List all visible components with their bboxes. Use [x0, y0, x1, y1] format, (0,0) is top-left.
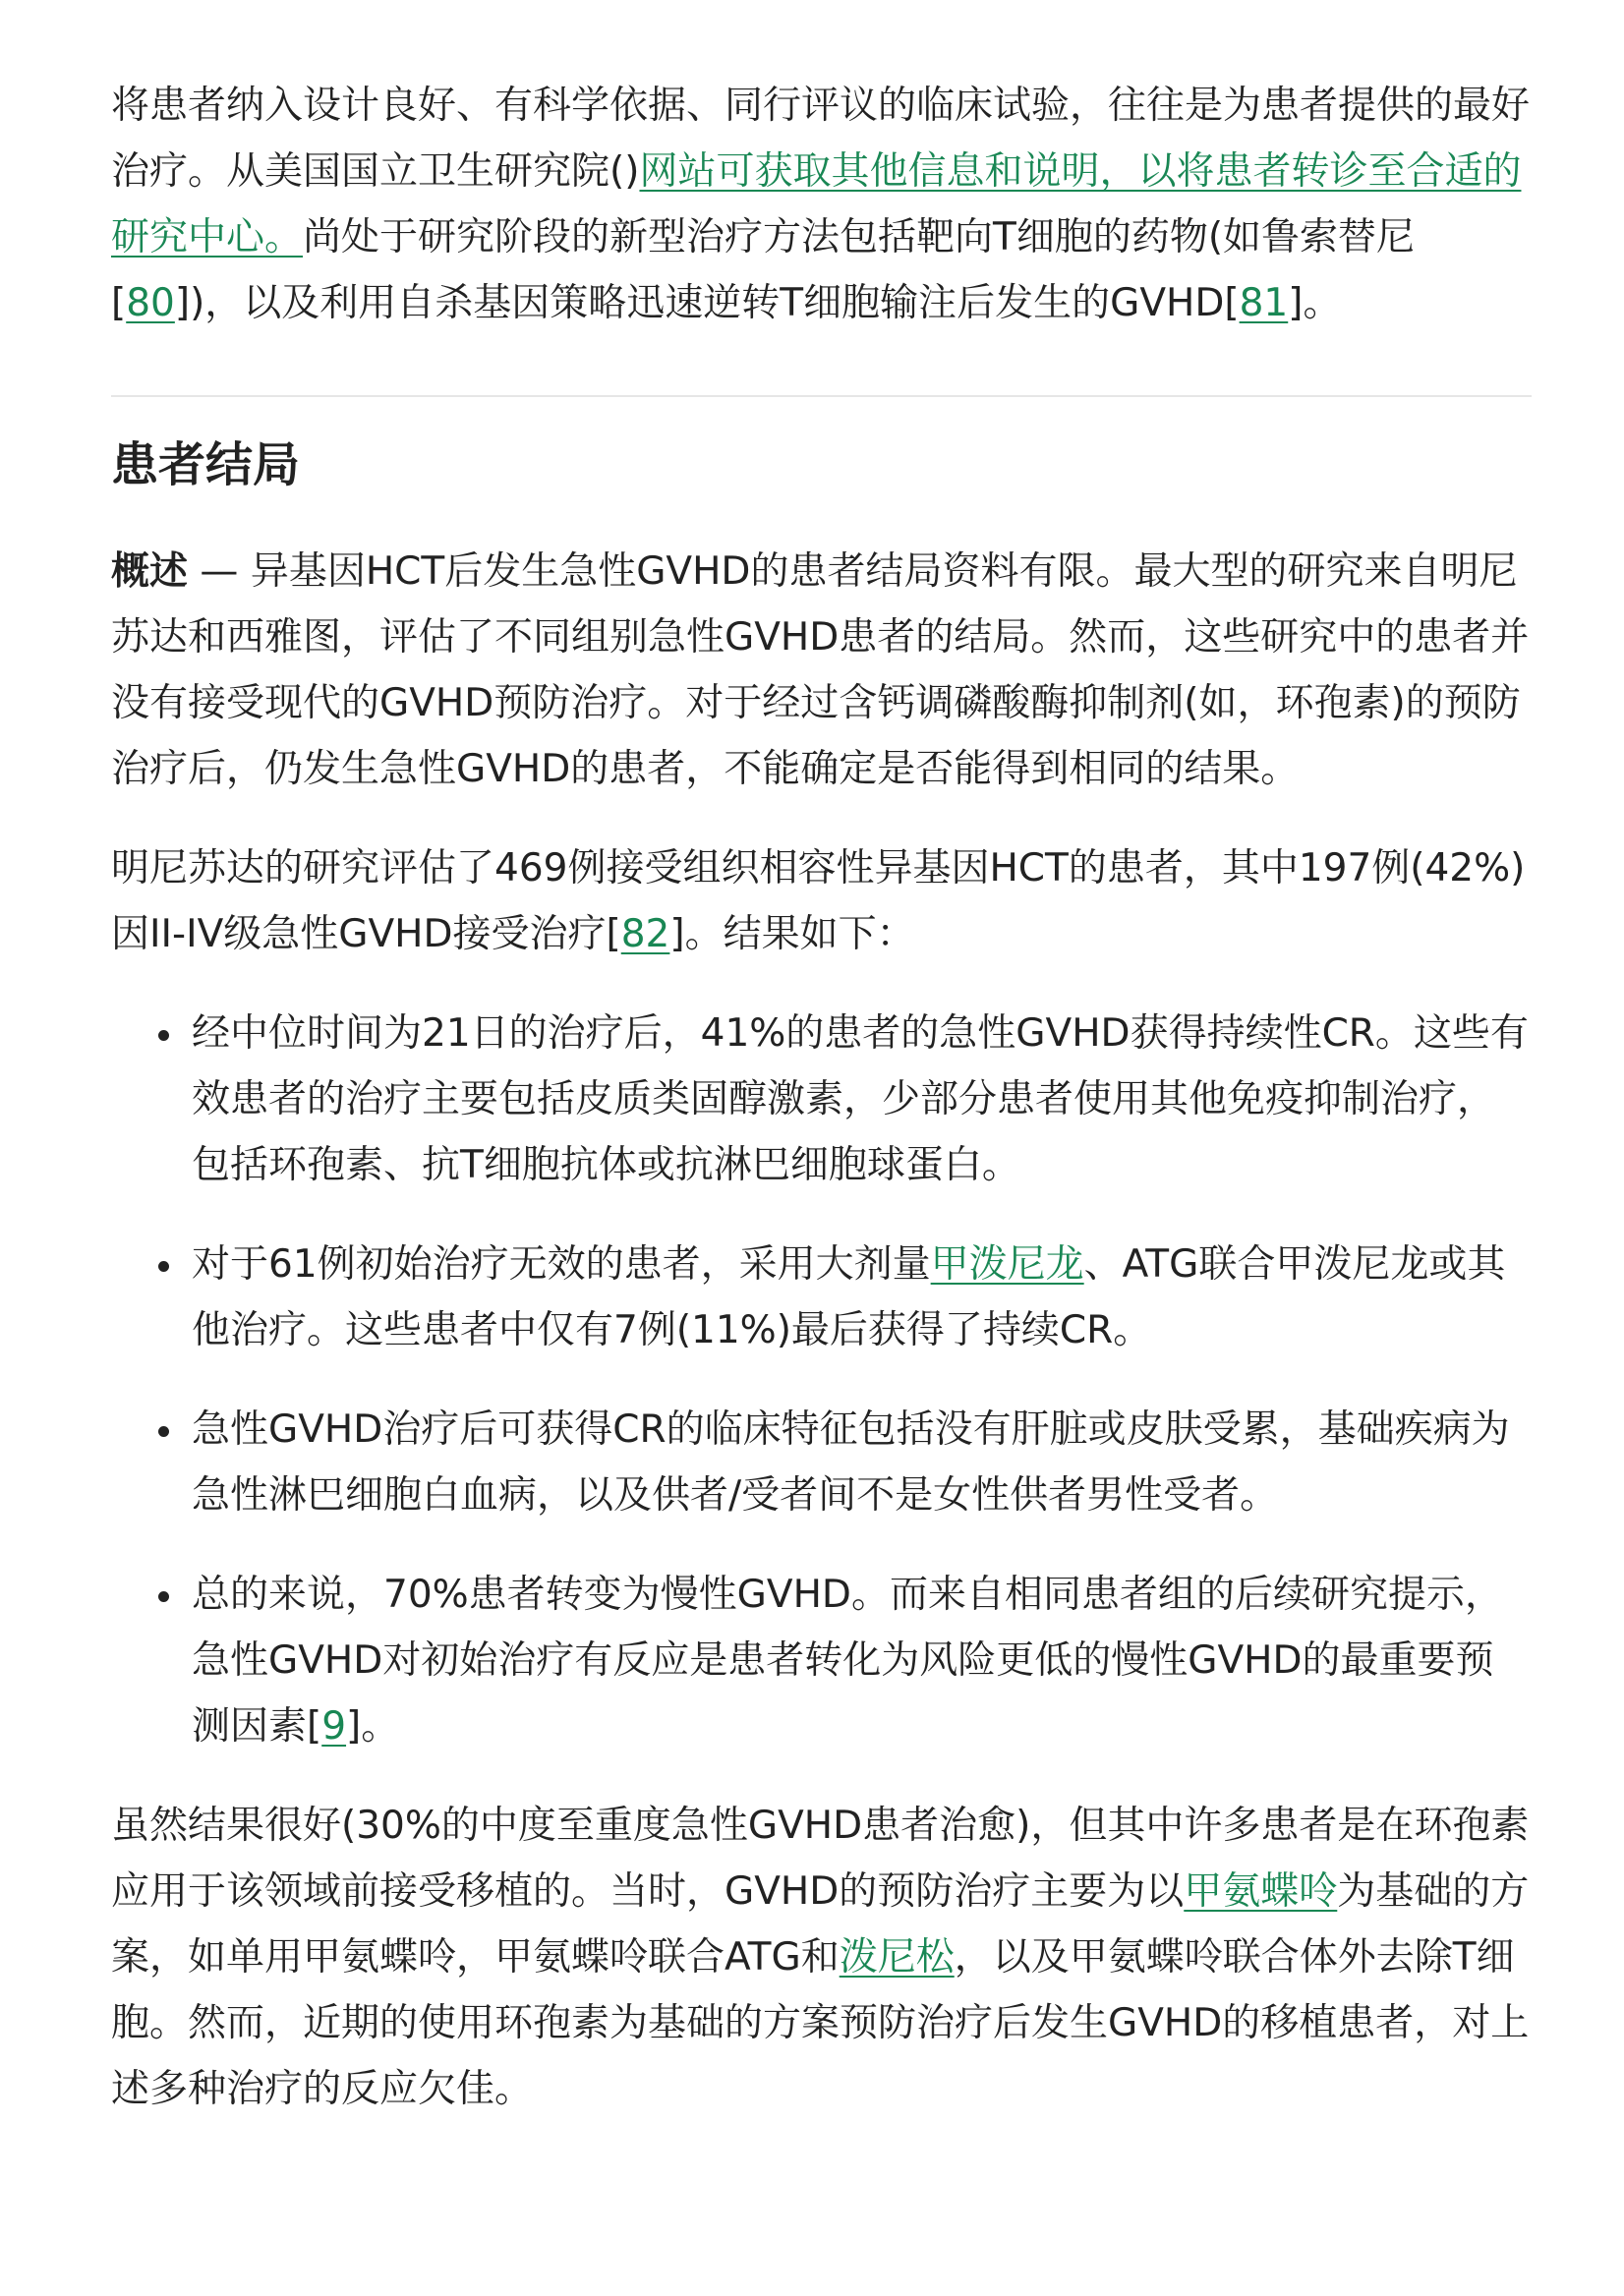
intro-paragraph: [111, 73, 1532, 336]
intro-text-3: 尚处于研究阶段的新型治疗方法包括靶向T细胞的药物(如鲁索替尼[: [111, 215, 1416, 325]
minnesota-paragraph: [111, 835, 1532, 967]
bullet-icon: [158, 1591, 169, 1602]
list-item: [111, 1397, 1532, 1528]
minnesota-text-1: 明尼苏达的研究评估了469例接受组织相容性异基因HCT的患者，其中197例(42%)因II-IV级急性GVHD接受治疗[: [111, 846, 1526, 956]
section-divider: [111, 395, 1532, 397]
final-text-2: 为基础的方案，如单用甲氨蝶呤，甲氨蝶呤联合ATG和: [111, 1869, 1530, 1980]
results-list: [111, 1001, 1532, 1759]
bullet-text: 对于61例初始治疗无效的患者，采用大剂量: [192, 1242, 931, 1287]
bullet-icon: [158, 1426, 169, 1437]
overview-paragraph: [111, 539, 1532, 802]
reference-link-82[interactable]: 82: [620, 912, 670, 956]
list-item: [111, 1232, 1532, 1363]
bullet-icon: [158, 1261, 169, 1272]
overview-label: 概述: [111, 549, 189, 594]
bullet-text-cont: ]。: [346, 1704, 400, 1749]
reference-link-9[interactable]: 9: [321, 1704, 347, 1749]
nih-referral-link[interactable]: 网站可获取其他信息和说明，以将患者转诊至合适的研究中心。: [111, 149, 1522, 259]
final-text-1: 虽然结果很好(30%的中度至重度急性GVHD患者治愈)，但其中许多患者是在环孢素应用于该领域前接受移植的。当时，GVHD的预防治疗主要为以: [111, 1804, 1530, 1914]
reference-link-81[interactable]: 81: [1239, 281, 1289, 325]
list-item: [111, 1001, 1532, 1198]
intro-text-5: ]。: [1288, 281, 1342, 325]
bullet-text-cont: 、ATG联合甲泼尼龙或其他治疗。这些患者中仅有7例(11%)最后获得了持续CR。: [192, 1242, 1506, 1352]
list-item: [111, 1562, 1532, 1759]
intro-text-1: 将患者纳入设计良好、有科学依据、同行评议的临床试验，往往是为患者提供的最好治疗。从美国国立卫生研究院: [111, 84, 1531, 194]
bullet-icon: [158, 1030, 169, 1041]
methotrexate-link[interactable]: 甲氨蝶呤: [1184, 1869, 1338, 1914]
bullet-text: 总的来说，70%患者转变为慢性GVHD。而来自相同患者组的后续研究提示，急性GVHD对初始治疗有反应是患者转化为风险更低的慢性GVHD的最重要预测因素[: [192, 1573, 1503, 1749]
section-heading: 患者结局: [111, 437, 301, 492]
overview-dash: —: [188, 549, 251, 594]
minnesota-text-2: ]。结果如下：: [669, 912, 915, 956]
bullet-text: 经中位时间为21日的治疗后，41%的患者的急性GVHD获得持续性CR。这些有效患者的治疗主要包括皮质类固醇激素，少部分患者使用其他免疫抑制治疗，包括环孢素、抗T细胞抗体或抗淋巴细胞球蛋白。: [192, 1011, 1529, 1187]
final-paragraph: [111, 1793, 1532, 2122]
final-text-3: ，以及甲氨蝶呤联合体外去除T细胞。然而，近期的使用环孢素为基础的方案预防治疗后发生GVHD的移植患者，对上述多种治疗的反应欠佳。: [111, 1935, 1530, 2111]
bullet-text: 急性GVHD治疗后可获得CR的临床特征包括没有肝脏或皮肤受累，基础疾病为急性淋巴细胞白血病，以及供者/受者间不是女性供者男性受者。: [192, 1407, 1510, 1518]
reference-link-80[interactable]: 80: [126, 281, 175, 325]
intro-text-4: ])，以及利用自杀基因策略迅速逆转T细胞输注后发生的GVHD[: [174, 281, 1240, 325]
intro-parens: (): [609, 149, 640, 194]
methylprednisolone-link[interactable]: 甲泼尼龙: [930, 1242, 1084, 1287]
prednisone-link[interactable]: 泼尼松: [839, 1935, 955, 1980]
overview-text: 异基因HCT后发生急性GVHD的患者结局资料有限。最大型的研究来自明尼苏达和西雅图，评估了不同组别急性GVHD患者的结局。然而，这些研究中的患者并没有接受现代的GVHD预防治疗。对于经过含钙调磷酸酶抑制剂(如，环孢素)的预防治疗后，仍发生急性GVHD的患者，不能确定是否能得到相同的结果。: [111, 549, 1530, 791]
